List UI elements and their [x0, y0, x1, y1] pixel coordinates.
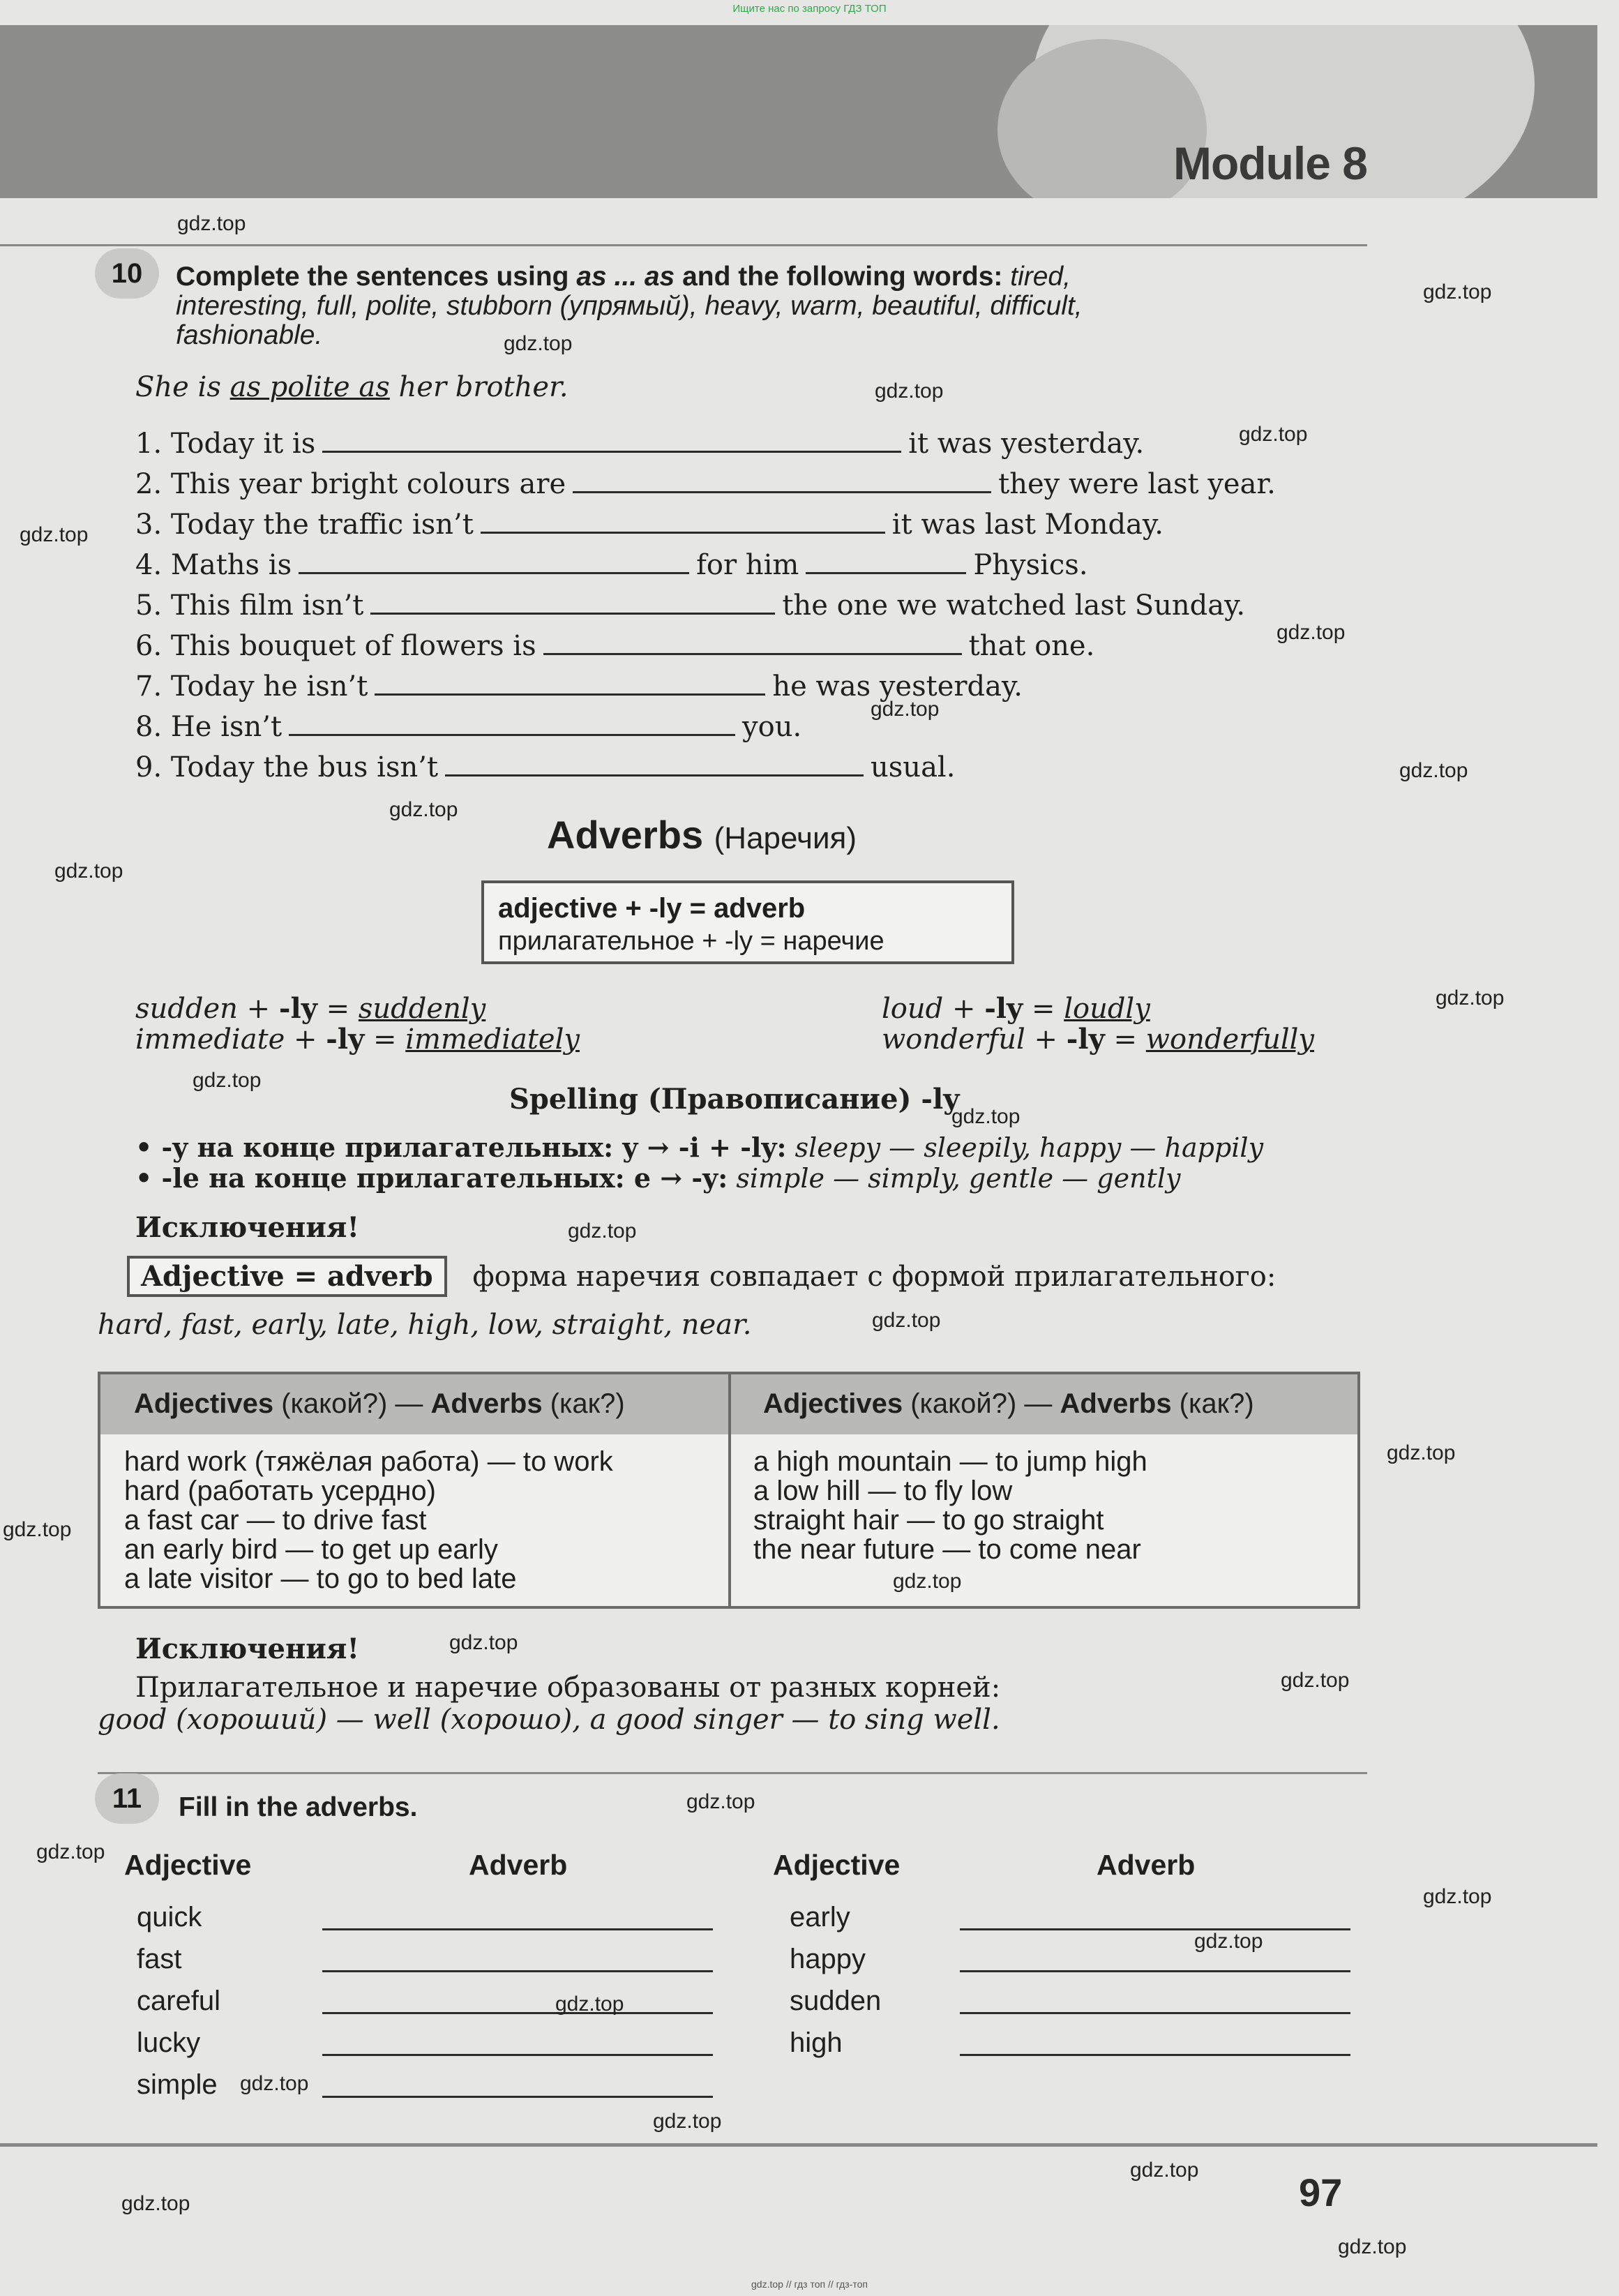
table-header-right [763, 1388, 1254, 1420]
watermark: gdz.top [872, 1309, 941, 1332]
adjective-word: careful [137, 1986, 221, 2016]
example-eq: = [1104, 1023, 1146, 1056]
sentence-number: 7. [135, 670, 163, 703]
watermark: gdz.top [686, 1790, 755, 1813]
header-text: Adjectives [134, 1388, 274, 1419]
example-sudden [135, 992, 485, 1025]
sentence-text: This year bright colours are [170, 468, 566, 500]
sentence-text: the one we watched last Sunday. [782, 590, 1246, 622]
example-suffix: -ly [278, 992, 317, 1025]
exceptions-heading: Исключения! [135, 1633, 360, 1665]
example-text: She is [135, 371, 230, 403]
sentence-text: This film isn’t [170, 590, 364, 622]
watermark: gdz.top [1277, 621, 1346, 644]
sentence-text: This bouquet of flowers is [170, 630, 536, 662]
watermark: gdz.top [449, 1631, 518, 1654]
header-text: Adverbs [1060, 1388, 1172, 1419]
table-cell: hard (работать усердно) [124, 1476, 436, 1506]
table-cell: a low hill — to fly low [753, 1476, 1013, 1506]
answer-blank[interactable] [806, 548, 966, 574]
answer-line[interactable] [960, 2012, 1350, 2014]
answer-line[interactable] [322, 2096, 713, 2098]
example-suffix: -ly [326, 1023, 365, 1056]
exercise-number-badge: 11 [95, 1773, 159, 1824]
adjectives-adverbs-table [98, 1372, 1360, 1609]
sentence-text: Today the traffic isn’t [170, 509, 474, 541]
watermark: gdz.top [1423, 280, 1492, 303]
answer-blank[interactable] [322, 427, 901, 453]
table-cell: a high mountain — to jump high [753, 1446, 1147, 1477]
watermark: gdz.top [3, 1518, 72, 1541]
spelling-rule-1 [135, 1132, 1263, 1163]
sentence-text: for him [696, 549, 799, 581]
table-cell: a late visitor — to go to bed late [124, 1563, 517, 1594]
sentence-9 [135, 751, 955, 783]
table-divider [728, 1374, 731, 1606]
answer-line[interactable] [322, 1970, 713, 1972]
answer-blank[interactable] [289, 710, 735, 736]
adverbs-title [547, 812, 857, 857]
header-text: Adverbs [430, 1388, 543, 1419]
sentence-text: Today he isn’t [170, 670, 368, 703]
example-loud [882, 992, 1150, 1025]
column-header-adverb: Adverb [469, 1849, 568, 1881]
watermark: gdz.top [193, 1069, 262, 1092]
adjective-word: early [790, 1902, 850, 1933]
table-header-left [134, 1388, 625, 1420]
example-suffix: -ly [984, 992, 1023, 1025]
watermark: gdz.top [1423, 1885, 1492, 1908]
section-title-ru: (Наречия) [714, 821, 857, 855]
sentence-text: that one. [968, 630, 1095, 662]
roots-example [98, 1704, 1000, 1736]
sentence-8 [135, 710, 801, 743]
sentence-number: 3. [135, 509, 163, 541]
answer-line[interactable] [322, 1928, 713, 1930]
adjective-word: quick [137, 1902, 202, 1933]
watermark: gdz.top [871, 698, 940, 721]
instruction-words: interesting, full, polite, stubborn (упрямый), heavy, warm, beautiful, difficult, [176, 291, 1083, 321]
answer-line[interactable] [322, 2012, 713, 2014]
exercise-number-badge: 10 [95, 248, 159, 299]
adjective-word: sudden [790, 1986, 882, 2016]
adj-eq-adv-desc: форма наречия совпадает с формой прилагательного: [472, 1261, 1277, 1293]
instruction-text: and the following words: [682, 262, 1003, 292]
sentence-number: 2. [135, 468, 163, 500]
spelling-rule: • -y на конце прилагательных: y → -i + -ly: [135, 1132, 787, 1163]
watermark: gdz.top [389, 798, 458, 821]
table-cell: the near future — to come near [753, 1534, 1141, 1565]
example-eq: = [317, 993, 359, 1025]
watermark: gdz.top [568, 1220, 637, 1243]
watermark: gdz.top [1399, 759, 1468, 782]
watermark: gdz.top [653, 2110, 722, 2133]
instruction-text: Complete the sentences using [176, 262, 569, 292]
spelling-rule-2 [135, 1162, 1180, 1194]
instruction-pattern: as ... as [576, 262, 675, 292]
header-text: (как?) [1171, 1388, 1254, 1419]
exceptions-heading: Исключения! [135, 1211, 360, 1244]
adj-eq-adv-label: Adjective = adverb [127, 1256, 447, 1297]
example-result: wonderfully [1145, 1023, 1315, 1056]
exercise-instruction [176, 262, 1362, 350]
header-text: (как?) [542, 1388, 625, 1419]
sentence-text: it was yesterday. [908, 428, 1145, 460]
spelling-examples: sleepy — sleepily, happy — happily [795, 1132, 1264, 1163]
sentence-number: 8. [135, 711, 163, 743]
watermark: gdz.top [504, 332, 573, 355]
sentence-number: 6. [135, 630, 163, 662]
table-cell: straight hair — to go straight [753, 1505, 1104, 1536]
example-base: loud + [882, 993, 985, 1025]
answer-line[interactable] [960, 1928, 1350, 1930]
answer-blank[interactable] [481, 508, 885, 534]
sentence-text: Today the bus isn’t [170, 751, 439, 783]
example-answer: as polite as [229, 371, 390, 403]
sentence-text: you. [742, 711, 802, 743]
adjective-word: high [790, 2027, 843, 2058]
answer-blank[interactable] [543, 629, 962, 655]
header-text: Adjectives [763, 1388, 903, 1419]
answer-blank[interactable] [573, 467, 991, 493]
adjective-word: lucky [137, 2027, 201, 2058]
sentence-text: they were last year. [998, 468, 1276, 500]
spelling-title: Spelling (Правописание) -ly [509, 1083, 960, 1116]
sentence-3 [135, 508, 1164, 541]
table-cell: an early bird — to get up early [124, 1534, 498, 1565]
answer-blank[interactable] [370, 589, 775, 615]
sentence-text: Physics. [973, 549, 1088, 581]
sentence-number: 9. [135, 751, 163, 783]
sentence-text: he was yesterday. [772, 670, 1023, 703]
module-title: Module 8 [1173, 137, 1367, 189]
watermark: gdz.top [177, 212, 246, 235]
sentence-text: Today it is [170, 428, 316, 460]
adjective-word: fast [137, 1944, 182, 1974]
answer-blank[interactable] [445, 751, 864, 776]
section-title: Adverbs [547, 813, 704, 857]
example-base: immediate + [135, 1023, 326, 1056]
sentence-2 [135, 467, 1276, 500]
sentence-number: 4. [135, 549, 163, 581]
header-text: (какой?) — [273, 1388, 431, 1419]
watermark: gdz.top [1194, 1930, 1263, 1953]
spelling-rule: • -le на конце прилагательных: e → -y: [135, 1162, 728, 1194]
sentence-5 [135, 589, 1245, 622]
watermark: gdz.top [1338, 2235, 1407, 2258]
example-result: loudly [1064, 993, 1150, 1025]
sentence-text: He isn’t [170, 711, 283, 743]
adjective-word: simple [137, 2069, 218, 2100]
sentence-text: usual. [871, 751, 956, 783]
watermark: gdz.top [36, 1840, 105, 1863]
page-number: 97 [1299, 2170, 1343, 2214]
sentence-6 [135, 629, 1094, 662]
sentence-number: 5. [135, 590, 163, 622]
instruction-words: fashionable. [176, 320, 323, 350]
adverb-rule-box [481, 880, 1014, 964]
watermark: gdz.top [555, 1993, 624, 2016]
header-text: (какой?) — [903, 1388, 1060, 1419]
rule-ru: прилагательное + -ly = наречие [498, 926, 884, 956]
example-result: immediately [405, 1023, 580, 1056]
answer-line[interactable] [960, 2054, 1350, 2056]
table-cell: a fast car — to drive fast [124, 1505, 427, 1536]
table-cell: hard work (тяжёлая работа) — to work [124, 1446, 613, 1477]
divider [98, 1772, 1367, 1774]
adjective-word: happy [790, 1944, 866, 1974]
column-header-adverb: Adverb [1097, 1849, 1196, 1881]
adj-eq-adv-list [98, 1309, 752, 1341]
answer-blank[interactable] [299, 548, 689, 574]
sentence-4 [135, 548, 1088, 581]
column-header-adjective: Adjective [773, 1849, 901, 1881]
sentence-text: it was last Monday. [891, 509, 1164, 541]
example-result: suddenly [358, 993, 486, 1025]
answer-line[interactable] [322, 2054, 713, 2056]
top-note: Ищите нас по запросу ГДЗ ТОП [732, 3, 887, 15]
divider [0, 244, 1367, 246]
watermark: gdz.top [875, 380, 944, 403]
watermark: gdz.top [20, 523, 89, 546]
watermark: gdz.top [951, 1105, 1021, 1128]
example-text: her brother. [389, 371, 568, 403]
example-wonderful [882, 1023, 1314, 1056]
watermark: gdz.top [1281, 1669, 1350, 1692]
roots-example-text: good (хороший) — well (хорошо), a good singer — to sing well. [98, 1704, 1000, 1736]
adj-eq-adv-words: hard, fast, early, late, high, low, straight, near. [98, 1309, 752, 1341]
example-base: sudden + [135, 993, 279, 1025]
watermark: gdz.top [54, 860, 123, 883]
example-eq: = [1023, 993, 1064, 1025]
module-header-band [0, 25, 1597, 198]
watermark: gdz.top [121, 2192, 190, 2215]
rule-en: adjective + -ly = adverb [498, 893, 806, 924]
example-suffix: -ly [1066, 1023, 1105, 1056]
footer-divider [0, 2143, 1597, 2147]
example-base: wonderful + [882, 1023, 1067, 1056]
watermark: gdz.top [240, 2072, 309, 2095]
adj-eq-adv-line [127, 1260, 1276, 1293]
answer-line[interactable] [960, 1970, 1350, 1972]
exercise-instruction: Fill in the adverbs. [179, 1792, 418, 1822]
example-sentence [135, 371, 568, 403]
watermark: gdz.top [1130, 2159, 1199, 2182]
spelling-examples: simple — simply, gentle — gently [736, 1163, 1181, 1194]
column-header-adjective: Adjective [124, 1849, 252, 1881]
sentence-1 [135, 427, 1144, 460]
watermark: gdz.top [1387, 1441, 1456, 1464]
example-eq: = [364, 1023, 406, 1056]
watermark: gdz.top [1239, 423, 1308, 446]
instruction-words: tired, [1010, 262, 1071, 292]
roots-text: Прилагательное и наречие образованы от разных корней: [135, 1672, 1001, 1704]
watermark: gdz.top [1436, 986, 1505, 1010]
watermark: gdz.top [893, 1570, 962, 1593]
sentence-text: Maths is [170, 549, 292, 581]
example-immediate [135, 1023, 580, 1056]
sentence-number: 1. [135, 428, 163, 460]
bottom-note: gdz.top // гдз топ // гдз-топ [751, 2279, 868, 2290]
answer-blank[interactable] [375, 670, 765, 696]
